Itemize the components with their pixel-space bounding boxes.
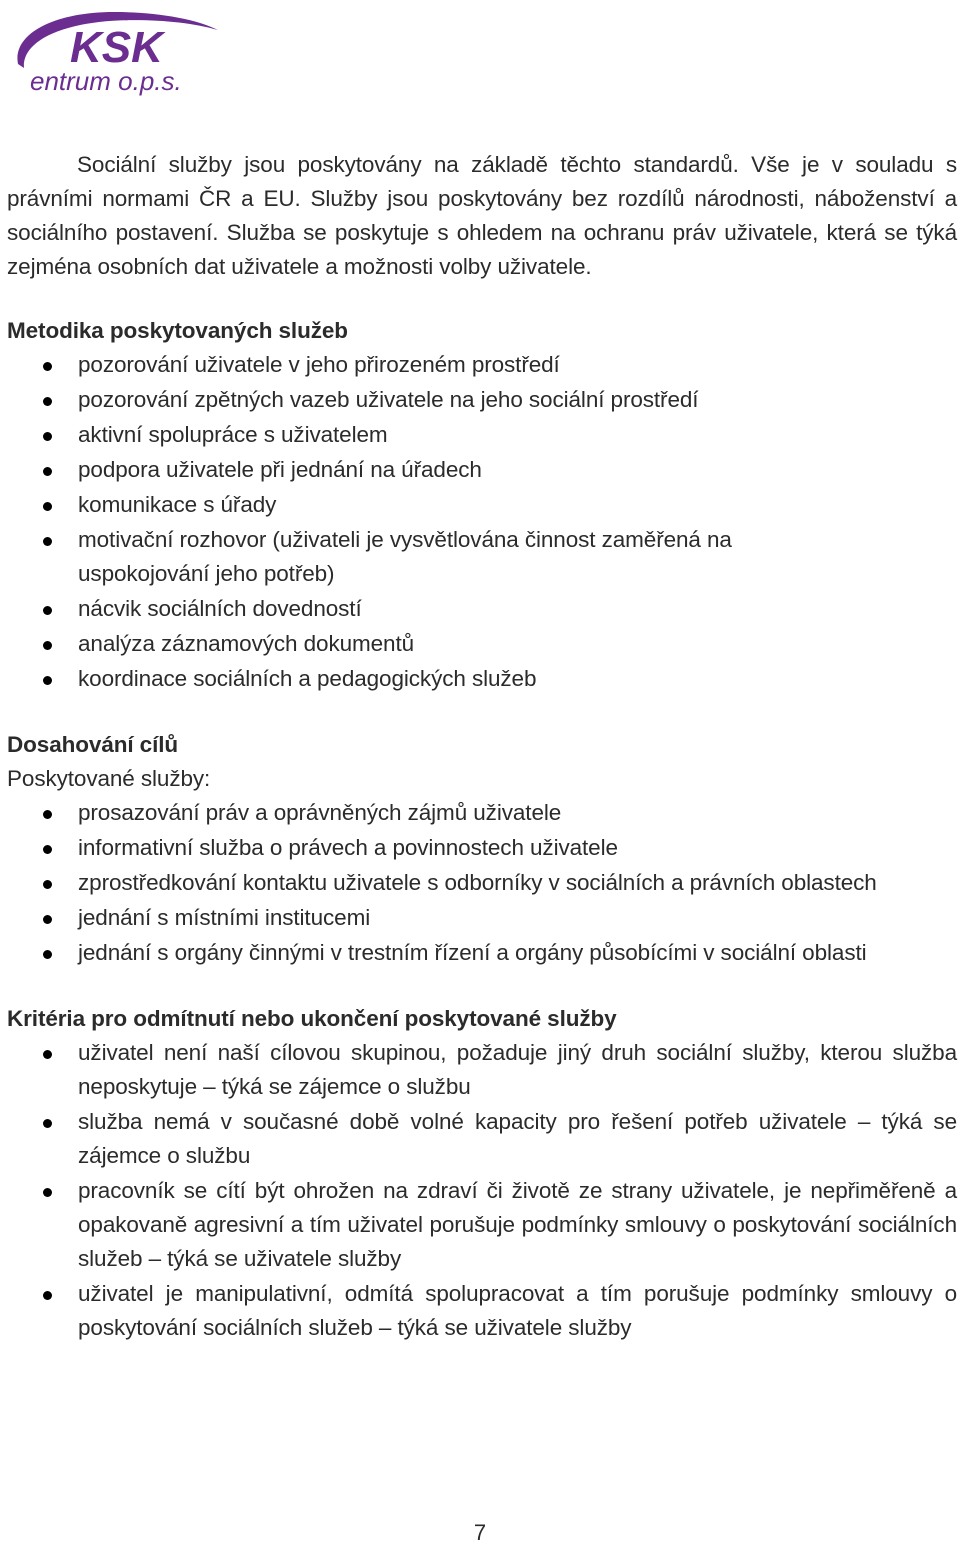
goals-heading: Dosahování cílů: [7, 732, 179, 757]
bullet-icon: [43, 810, 52, 819]
list-item: motivační rozhovor (uživateli je vysvětlována činnost zaměřená na uspokojování jeho potřeb): [7, 523, 957, 591]
list-item: jednání s místními institucemi: [7, 901, 957, 935]
bullet-icon: [43, 397, 52, 406]
ksk-logo: [4, 4, 224, 100]
list-item: informativní služba o právech a povinnostech uživatele: [7, 831, 957, 865]
list-item: komunikace s úřady: [7, 488, 957, 522]
goals-subtitle: Poskytované služby:: [7, 766, 211, 791]
bullet-icon: [43, 1291, 52, 1300]
svg-text:KSK: KSK: [70, 23, 163, 72]
goals-list: [7, 796, 957, 970]
bullet-icon: [43, 537, 52, 546]
bullet-icon: [43, 432, 52, 441]
bullet-icon: [43, 502, 52, 511]
criteria-heading: Kritéria pro odmítnutí nebo ukončení poskytované služby: [7, 1006, 617, 1031]
bullet-icon: [43, 641, 52, 650]
document-body: [7, 148, 957, 1346]
methods-list: [7, 348, 957, 696]
bullet-icon: [43, 845, 52, 854]
list-item: aktivní spolupráce s uživatelem: [7, 418, 957, 452]
list-item: jednání s orgány činnými v trestním řízení a orgány působícími v sociální oblasti: [7, 936, 957, 970]
list-item: služba nemá v současné době volné kapacity pro řešení potřeb uživatele – týká se zájemce o službu: [7, 1105, 957, 1173]
list-item: uživatel je manipulativní, odmítá spolupracovat a tím porušuje podmínky smlouvy o poskytování sociálních služeb – týká se uživatele služby: [7, 1277, 957, 1345]
bullet-icon: [43, 915, 52, 924]
list-item: pracovník se cítí být ohrožen na zdraví či životě ze strany uživatele, je nepřiměřeně a opakovaně agresivní a tím uživatel porušuje podmínky smlouvy o poskytování sociálních služeb – týká se uživatele služby: [7, 1174, 957, 1276]
methods-heading: Metodika poskytovaných služeb: [7, 318, 348, 343]
bullet-icon: [43, 606, 52, 615]
bullet-icon: [43, 950, 52, 959]
criteria-list: [7, 1036, 957, 1345]
page-number: 7: [473, 1520, 487, 1545]
list-item: prosazování práv a oprávněných zájmů uživatele: [7, 796, 957, 830]
intro-paragraph: Sociální služby jsou poskytovány na základě těchto standardů. Vše je v souladu s právními normami ČR a EU. Služby jsou poskytovány bez rozdílů národnosti, náboženství a sociálního postavení. Služba se poskytuje s ohledem na ochranu práv uživatele, která se týká zejména osobních dat uživatele a možnosti volby uživatele.: [7, 152, 957, 279]
list-item: podpora uživatele při jednání na úřadech: [7, 453, 957, 487]
list-item: uživatel není naší cílovou skupinou, požaduje jiný druh sociální služby, kterou služba neposkytuje – týká se zájemce o službu: [7, 1036, 957, 1104]
bullet-icon: [43, 676, 52, 685]
list-item: pozorování uživatele v jeho přirozeném prostředí: [7, 348, 957, 382]
bullet-icon: [43, 880, 52, 889]
list-item: analýza záznamových dokumentů: [7, 627, 957, 661]
bullet-icon: [43, 1119, 52, 1128]
list-item: nácvik sociálních dovedností: [7, 592, 957, 626]
bullet-icon: [43, 1188, 52, 1197]
list-item: zprostředkování kontaktu uživatele s odborníky v sociálních a právních oblastech: [7, 866, 957, 900]
list-item: koordinace sociálních a pedagogických služeb: [7, 662, 957, 696]
bullet-icon: [43, 362, 52, 371]
svg-text:entrum o.p.s.: entrum o.p.s.: [30, 66, 182, 96]
bullet-icon: [43, 1050, 52, 1059]
bullet-icon: [43, 467, 52, 476]
list-item: pozorování zpětných vazeb uživatele na jeho sociální prostředí: [7, 383, 957, 417]
